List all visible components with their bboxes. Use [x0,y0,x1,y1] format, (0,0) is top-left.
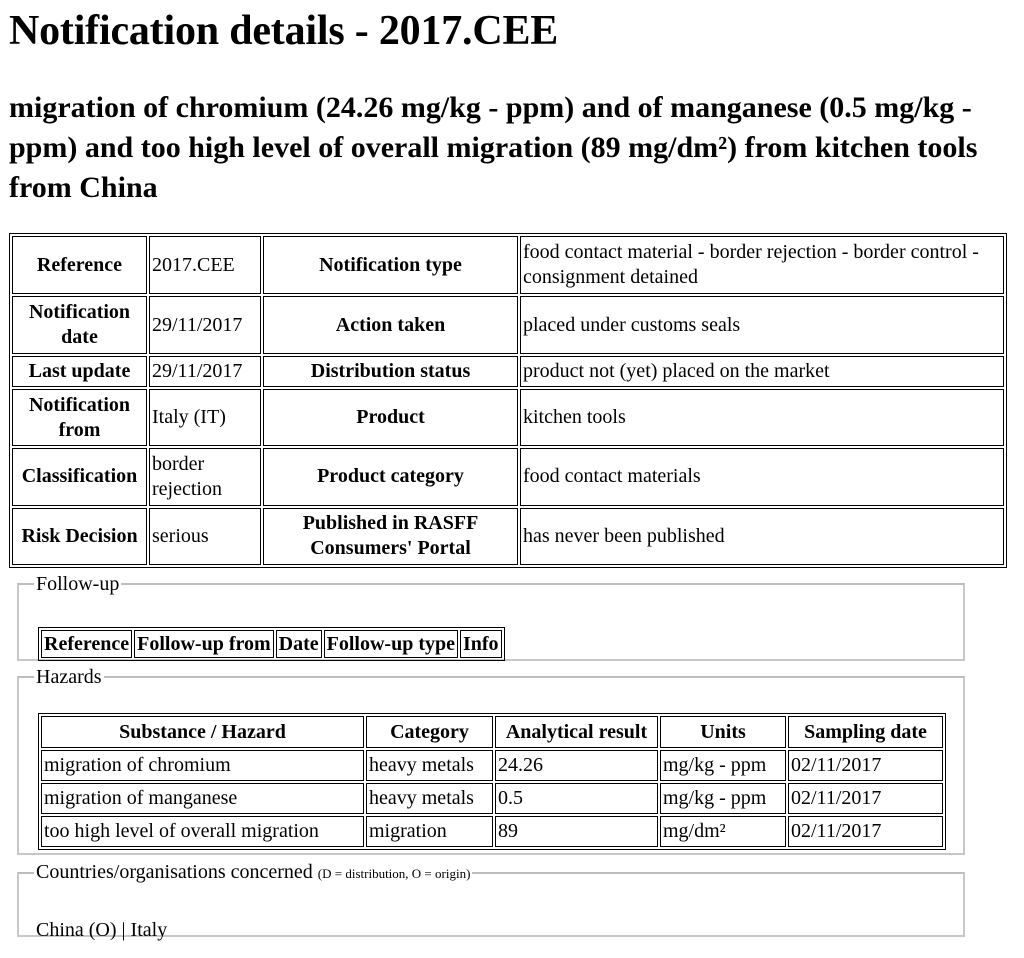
table-row [41,750,943,781]
followup-header-info: Info [460,630,502,658]
details-row [12,448,1004,505]
followup-table [38,627,505,661]
followup-header-from: Follow-up from [134,630,274,658]
consumers-portal-label: Published in RASFF Consumers' Portal [263,508,518,565]
action-taken-label: Action taken [263,296,518,353]
hazard-result: 0.5 [495,783,658,814]
hazards-header-result: Analytical result [495,716,658,748]
hazards-table [38,713,946,850]
countries-value: China (O) | Italy [36,919,168,941]
hazard-sampling-date: 02/11/2017 [788,816,943,847]
notification-type-value: food contact material - border rejection - border control - consignment detained [520,236,1004,294]
details-table [9,233,1007,568]
hazard-substance: migration of chromium [41,750,364,781]
distribution-status-label: Distribution status [263,356,518,387]
countries-legend-note: (D = distribution, O = origin) [317,866,471,881]
product-value: kitchen tools [520,389,1004,446]
hazards-header-row [41,716,943,748]
reference-label: Reference [12,236,147,294]
notification-from-value: Italy (IT) [149,389,261,446]
hazard-sampling-date: 02/11/2017 [788,750,943,781]
notification-date-value: 29/11/2017 [149,296,261,353]
hazard-units: mg/kg - ppm [660,783,786,814]
classification-value: border rejection [149,448,261,505]
followup-section [17,573,965,661]
consumers-portal-value: has never been published [520,508,1004,565]
hazard-units: mg/dm² [660,816,786,847]
countries-legend [34,861,472,885]
details-row [12,508,1004,565]
hazards-section [17,666,965,855]
details-row [12,236,1004,294]
last-update-value: 29/11/2017 [149,356,261,387]
last-update-label: Last update [12,356,147,387]
notification-type-label: Notification type [263,236,518,294]
details-row [12,389,1004,446]
followup-legend: Follow-up [36,573,120,595]
product-category-value: food contact materials [520,448,1004,505]
hazards-header-sampling-date: Sampling date [788,716,943,748]
risk-decision-value: serious [149,508,261,565]
hazard-substance: migration of manganese [41,783,364,814]
page-title: Notification details - 2017.CEE [9,8,559,54]
hazard-result: 89 [495,816,658,847]
details-row [12,356,1004,387]
hazards-legend: Hazards [36,666,102,688]
distribution-status-value: product not (yet) placed on the market [520,356,1004,387]
product-category-label: Product category [263,448,518,505]
followup-header-reference: Reference [41,630,132,658]
table-row [41,816,943,847]
followup-header-date: Date [276,630,322,658]
hazards-header-substance: Substance / Hazard [41,716,364,748]
page-subtitle: migration of chromium (24.26 mg/kg - ppm) and of manganese (0.5 mg/kg - ppm) and too high level of overall migration (89 mg/dm²) from kitchen tools from China [9,91,978,204]
hazard-category: heavy metals [366,750,493,781]
hazard-substance: too high level of overall migration [41,816,364,847]
classification-label: Classification [12,448,147,505]
action-taken-value: placed under customs seals [520,296,1004,353]
countries-section [17,861,965,941]
details-row [12,296,1004,353]
hazards-header-units: Units [660,716,786,748]
hazard-category: migration [366,816,493,847]
notification-from-label: Notification from [12,389,147,446]
followup-header-type: Follow-up type [324,630,458,658]
hazards-header-category: Category [366,716,493,748]
hazard-category: heavy metals [366,783,493,814]
hazard-units: mg/kg - ppm [660,750,786,781]
hazard-result: 24.26 [495,750,658,781]
hazard-sampling-date: 02/11/2017 [788,783,943,814]
product-label: Product [263,389,518,446]
notification-date-label: Notification date [12,296,147,353]
reference-value: 2017.CEE [149,236,261,294]
countries-legend-title: Countries/organisations concerned [36,861,313,883]
risk-decision-label: Risk Decision [12,508,147,565]
table-row [41,783,943,814]
followup-header-row [41,630,502,658]
